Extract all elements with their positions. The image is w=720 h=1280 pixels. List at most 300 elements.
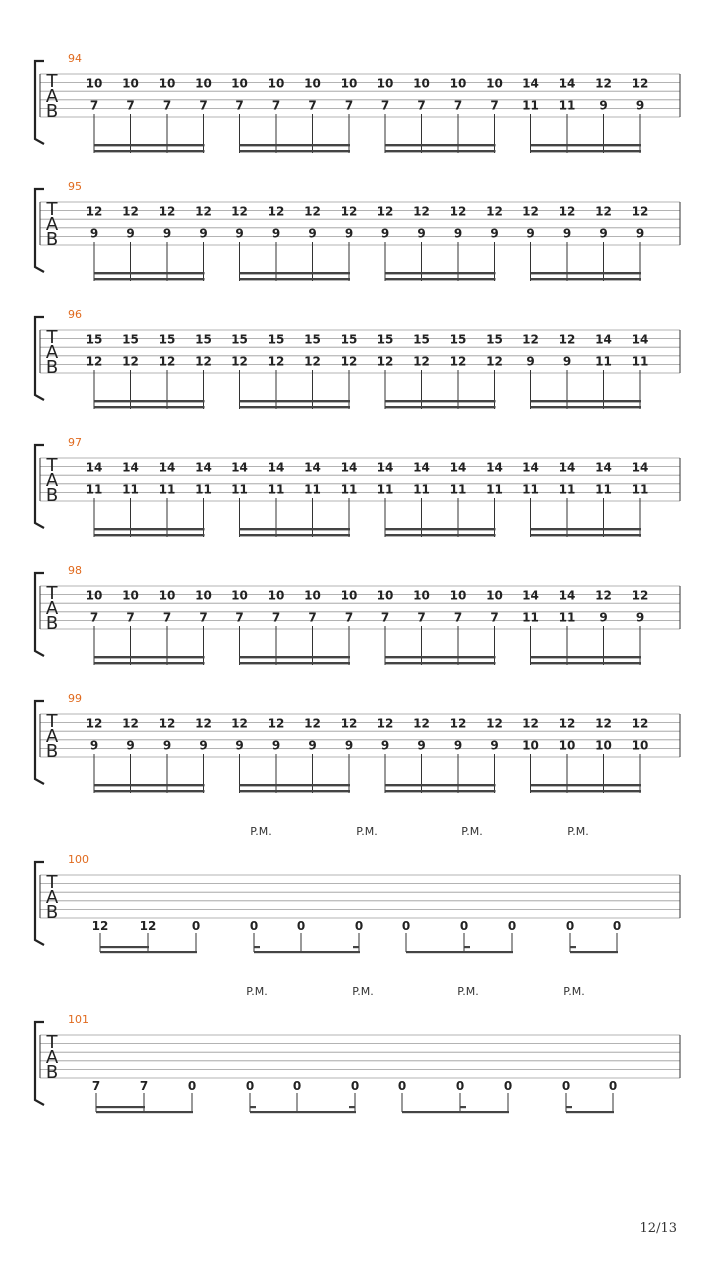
- fret-number: 10: [449, 76, 467, 91]
- fret-number: 7: [91, 1079, 101, 1093]
- beam: [385, 662, 496, 664]
- fret-number: 11: [340, 482, 358, 497]
- beam-stub: [570, 946, 576, 948]
- fret-number: 15: [413, 332, 430, 347]
- beam: [385, 150, 496, 152]
- beam: [385, 406, 496, 408]
- fret-number: 7: [344, 610, 354, 625]
- fret-number: 10: [486, 588, 503, 603]
- fret-number: 12: [304, 716, 321, 731]
- fret-number: 10: [413, 76, 430, 91]
- fret-number: 7: [380, 610, 390, 625]
- fret-number: 10: [631, 738, 649, 753]
- palm-mute-label: P.M.: [250, 825, 272, 838]
- fret-number: 7: [453, 98, 463, 113]
- fret-number: 14: [413, 460, 430, 475]
- fret-number: 15: [267, 332, 285, 347]
- fret-number: 14: [449, 460, 467, 475]
- measure-number: 98: [68, 564, 82, 577]
- fret-number: 9: [380, 226, 390, 241]
- fret-number: 11: [85, 482, 103, 497]
- fret-number: 12: [158, 716, 176, 731]
- fret-number: 11: [558, 98, 576, 113]
- fret-number: 12: [267, 204, 285, 219]
- beam-stub: [250, 1106, 256, 1108]
- fret-number: 9: [344, 738, 354, 753]
- fret-number: 12: [376, 204, 394, 219]
- fret-number: 12: [413, 716, 430, 731]
- measure-number: 100: [68, 853, 89, 866]
- beam: [240, 406, 351, 408]
- fret-number: 10: [340, 588, 358, 603]
- fret-number: 7: [453, 610, 463, 625]
- fret-number: 14: [122, 460, 139, 475]
- fret-number: 12: [231, 716, 248, 731]
- fret-number: 10: [413, 588, 430, 603]
- fret-number: 15: [122, 332, 139, 347]
- tab-clef-letter: B: [45, 613, 59, 634]
- fret-number: 7: [162, 98, 172, 113]
- measure-number: 95: [68, 180, 82, 193]
- beam: [531, 784, 642, 786]
- beam: [240, 784, 351, 786]
- fret-number: 0: [397, 1079, 407, 1093]
- beam: [240, 272, 351, 274]
- fret-number: 12: [631, 716, 649, 731]
- beam: [94, 534, 205, 536]
- fret-number: 10: [304, 588, 321, 603]
- fret-number: 14: [595, 332, 612, 347]
- fret-number: 11: [631, 482, 649, 497]
- fret-number: 12: [267, 354, 285, 369]
- fret-number: 9: [126, 226, 135, 241]
- beam: [94, 150, 205, 152]
- fret-number: 12: [522, 332, 539, 347]
- beam: [402, 1111, 509, 1113]
- beam: [531, 662, 642, 664]
- beam: [531, 790, 642, 792]
- beam: [406, 951, 513, 953]
- fret-number: 15: [376, 332, 394, 347]
- fret-number: 0: [459, 919, 469, 933]
- fret-number: 14: [631, 460, 649, 475]
- fret-number: 12: [85, 354, 103, 369]
- tab-clef-letter: B: [45, 741, 59, 762]
- beam: [531, 528, 642, 530]
- beam: [100, 946, 149, 948]
- beam: [94, 790, 205, 792]
- fret-number: 0: [561, 1079, 571, 1093]
- fret-number: 12: [340, 354, 358, 369]
- beam: [240, 662, 351, 664]
- fret-number: 11: [413, 482, 430, 497]
- beam: [531, 144, 642, 146]
- tab-clef-letter: B: [45, 485, 59, 506]
- fret-number: 11: [558, 610, 576, 625]
- fret-number: 9: [199, 738, 208, 753]
- fret-number: 9: [308, 226, 317, 241]
- fret-number: 7: [89, 610, 99, 625]
- beam: [94, 272, 205, 274]
- tab-clef-letter: T: [46, 872, 58, 893]
- fret-number: 9: [89, 226, 99, 241]
- fret-number: 11: [231, 482, 248, 497]
- fret-number: 10: [595, 738, 612, 753]
- fret-number: 10: [376, 588, 394, 603]
- fret-number: 0: [354, 919, 364, 933]
- measure-number: 97: [68, 436, 82, 449]
- fret-number: 9: [599, 98, 608, 113]
- fret-number: 7: [308, 610, 317, 625]
- tab-clef-letter: B: [45, 1062, 59, 1083]
- fret-number: 15: [231, 332, 248, 347]
- fret-number: 9: [235, 226, 244, 241]
- beam: [566, 1111, 614, 1113]
- beam: [240, 150, 351, 152]
- tab-system: [35, 180, 680, 281]
- fret-number: 9: [380, 738, 390, 753]
- fret-number: 11: [631, 354, 649, 369]
- fret-number: 10: [195, 588, 212, 603]
- beam: [531, 406, 642, 408]
- fret-number: 12: [631, 588, 649, 603]
- page-number: 12/13: [639, 1221, 677, 1236]
- fret-number: 7: [271, 98, 281, 113]
- fret-number: 10: [340, 76, 358, 91]
- fret-number: 14: [267, 460, 285, 475]
- beam: [385, 144, 496, 146]
- palm-mute-label: P.M.: [563, 985, 585, 998]
- fret-number: 14: [304, 460, 321, 475]
- beam: [94, 278, 205, 280]
- fret-number: 9: [635, 610, 645, 625]
- beam: [531, 534, 642, 536]
- fret-number: 12: [449, 204, 467, 219]
- beam: [531, 656, 642, 658]
- beam: [240, 656, 351, 658]
- tab-clef-letter: T: [46, 583, 58, 604]
- fret-number: 12: [631, 204, 649, 219]
- beam: [531, 278, 642, 280]
- fret-number: 15: [449, 332, 467, 347]
- fret-number: 15: [158, 332, 176, 347]
- fret-number: 11: [267, 482, 285, 497]
- fret-number: 11: [522, 610, 539, 625]
- fret-number: 11: [195, 482, 212, 497]
- fret-number: 9: [453, 738, 463, 753]
- fret-number: 12: [304, 354, 321, 369]
- fret-number: 14: [231, 460, 248, 475]
- fret-number: 12: [122, 204, 139, 219]
- fret-number: 12: [195, 204, 212, 219]
- beam: [240, 144, 351, 146]
- fret-number: 12: [340, 204, 358, 219]
- fret-number: 10: [85, 588, 103, 603]
- beam: [385, 790, 496, 792]
- beam: [94, 406, 205, 408]
- fret-number: 12: [558, 332, 576, 347]
- tab-system: [35, 564, 680, 665]
- fret-number: 12: [449, 354, 467, 369]
- fret-number: 9: [162, 226, 172, 241]
- fret-number: 10: [122, 588, 139, 603]
- fret-number: 0: [507, 919, 517, 933]
- beam: [385, 400, 496, 402]
- fret-number: 9: [599, 226, 608, 241]
- fret-number: 12: [595, 716, 612, 731]
- fret-number: 7: [380, 98, 390, 113]
- beam-stub: [566, 1106, 572, 1108]
- fret-number: 12: [267, 716, 285, 731]
- fret-number: 14: [486, 460, 503, 475]
- fret-number: 14: [522, 76, 539, 91]
- tab-clef-letter: B: [45, 902, 59, 923]
- fret-number: 9: [490, 226, 499, 241]
- fret-number: 14: [558, 76, 576, 91]
- beam: [385, 528, 496, 530]
- fret-number: 12: [376, 354, 394, 369]
- fret-number: 9: [599, 610, 608, 625]
- fret-number: 10: [158, 76, 176, 91]
- tab-clef-letter: A: [45, 598, 59, 619]
- fret-number: 9: [635, 226, 645, 241]
- beam-stub: [460, 1106, 466, 1108]
- fret-number: 7: [162, 610, 172, 625]
- beam: [94, 784, 205, 786]
- fret-number: 12: [122, 354, 139, 369]
- fret-number: 0: [401, 919, 411, 933]
- fret-number: 9: [308, 738, 317, 753]
- fret-number: 7: [344, 98, 354, 113]
- fret-number: 9: [417, 738, 426, 753]
- fret-number: 15: [85, 332, 103, 347]
- fret-number: 7: [235, 610, 244, 625]
- fret-number: 12: [340, 716, 358, 731]
- fret-number: 10: [522, 738, 539, 753]
- tab-system: [35, 692, 680, 793]
- fret-number: 7: [271, 610, 281, 625]
- fret-number: 14: [522, 588, 539, 603]
- beam: [94, 528, 205, 530]
- fret-number: 7: [126, 610, 135, 625]
- tab-clef-letter: A: [45, 726, 59, 747]
- fret-number: 0: [249, 919, 259, 933]
- fret-number: 12: [85, 204, 103, 219]
- fret-number: 9: [162, 738, 172, 753]
- fret-number: 14: [558, 460, 576, 475]
- tab-clef-letter: T: [46, 455, 58, 476]
- fret-number: 15: [486, 332, 503, 347]
- fret-number: 0: [612, 919, 622, 933]
- measure-number: 96: [68, 308, 82, 321]
- beam: [96, 1106, 145, 1108]
- fret-number: 10: [267, 588, 285, 603]
- fret-number: 11: [595, 482, 612, 497]
- tab-clef-letter: A: [45, 86, 59, 107]
- fret-number: 12: [158, 354, 176, 369]
- fret-number: 9: [235, 738, 244, 753]
- fret-number: 15: [195, 332, 212, 347]
- fret-number: 12: [486, 354, 503, 369]
- fret-number: 14: [195, 460, 212, 475]
- beam: [240, 278, 351, 280]
- fret-number: 11: [304, 482, 321, 497]
- fret-number: 12: [631, 76, 649, 91]
- fret-number: 9: [344, 226, 354, 241]
- fret-number: 12: [122, 716, 139, 731]
- tab-system: [35, 985, 680, 1113]
- tab-clef-letter: A: [45, 342, 59, 363]
- beam: [96, 1111, 193, 1113]
- fret-number: 7: [235, 98, 244, 113]
- fret-number: 11: [376, 482, 394, 497]
- fret-number: 0: [187, 1079, 197, 1093]
- fret-number: 10: [231, 588, 248, 603]
- tab-clef-letter: A: [45, 470, 59, 491]
- fret-number: 14: [595, 460, 612, 475]
- fret-number: 9: [562, 226, 572, 241]
- fret-number: 0: [296, 919, 306, 933]
- beam: [385, 272, 496, 274]
- fret-number: 12: [413, 354, 430, 369]
- fret-number: 12: [231, 204, 248, 219]
- fret-number: 11: [595, 354, 612, 369]
- tab-clef-letter: A: [45, 1047, 59, 1068]
- fret-number: 12: [522, 716, 539, 731]
- tab-system: [35, 308, 680, 409]
- fret-number: 9: [526, 354, 535, 369]
- fret-number: 11: [449, 482, 467, 497]
- fret-number: 14: [631, 332, 649, 347]
- fret-number: 12: [158, 204, 176, 219]
- fret-number: 10: [231, 76, 248, 91]
- fret-number: 12: [558, 716, 576, 731]
- fret-number: 7: [126, 98, 135, 113]
- beam: [94, 144, 205, 146]
- beam: [240, 400, 351, 402]
- fret-number: 10: [449, 588, 467, 603]
- fret-number: 12: [376, 716, 394, 731]
- fret-number: 10: [486, 76, 503, 91]
- fret-number: 9: [635, 98, 645, 113]
- tab-system: [35, 52, 680, 153]
- fret-number: 12: [558, 204, 576, 219]
- fret-number: 11: [486, 482, 503, 497]
- fret-number: 10: [195, 76, 212, 91]
- tab-system: [35, 825, 680, 953]
- beam: [385, 656, 496, 658]
- fret-number: 0: [565, 919, 575, 933]
- beam: [240, 534, 351, 536]
- fret-number: 11: [522, 482, 539, 497]
- fret-number: 9: [199, 226, 208, 241]
- fret-number: 12: [195, 354, 212, 369]
- fret-number: 7: [417, 610, 426, 625]
- fret-number: 7: [490, 98, 499, 113]
- beam: [250, 1111, 356, 1113]
- beam: [254, 951, 360, 953]
- fret-number: 7: [417, 98, 426, 113]
- tab-clef-letter: A: [45, 887, 59, 908]
- fret-number: 9: [417, 226, 426, 241]
- fret-number: 12: [139, 919, 157, 933]
- fret-number: 9: [526, 226, 535, 241]
- tab-clef-letter: T: [46, 1032, 58, 1053]
- fret-number: 12: [522, 204, 539, 219]
- beam: [240, 528, 351, 530]
- fret-number: 12: [486, 716, 503, 731]
- tab-clef-letter: B: [45, 229, 59, 250]
- fret-number: 11: [558, 482, 576, 497]
- fret-number: 14: [376, 460, 394, 475]
- beam: [531, 272, 642, 274]
- fret-number: 7: [199, 98, 208, 113]
- fret-number: 7: [139, 1079, 149, 1093]
- fret-number: 12: [231, 354, 248, 369]
- tab-clef-letter: T: [46, 327, 58, 348]
- fret-number: 0: [455, 1079, 465, 1093]
- measure-number: 94: [68, 52, 82, 65]
- fret-number: 11: [158, 482, 176, 497]
- fret-number: 7: [89, 98, 99, 113]
- fret-number: 10: [122, 76, 139, 91]
- fret-number: 10: [267, 76, 285, 91]
- fret-number: 12: [91, 919, 109, 933]
- fret-number: 7: [199, 610, 208, 625]
- beam-stub: [349, 1106, 355, 1108]
- fret-number: 0: [191, 919, 201, 933]
- fret-number: 9: [453, 226, 463, 241]
- beam: [385, 534, 496, 536]
- fret-number: 14: [522, 460, 539, 475]
- fret-number: 0: [245, 1079, 255, 1093]
- beam: [94, 656, 205, 658]
- tab-clef-letter: B: [45, 357, 59, 378]
- measure-number: 101: [68, 1013, 89, 1026]
- tab-clef-letter: A: [45, 214, 59, 235]
- tab-clef-letter: B: [45, 101, 59, 122]
- fret-number: 15: [304, 332, 321, 347]
- fret-number: 12: [413, 204, 430, 219]
- palm-mute-label: P.M.: [457, 985, 479, 998]
- fret-number: 10: [85, 76, 103, 91]
- beam-stub: [254, 946, 260, 948]
- fret-number: 12: [595, 204, 612, 219]
- fret-number: 9: [89, 738, 99, 753]
- fret-number: 12: [486, 204, 503, 219]
- beam: [385, 278, 496, 280]
- fret-number: 14: [85, 460, 103, 475]
- fret-number: 10: [558, 738, 576, 753]
- fret-number: 7: [308, 98, 317, 113]
- fret-number: 9: [271, 738, 281, 753]
- fret-number: 14: [158, 460, 176, 475]
- fret-number: 12: [85, 716, 103, 731]
- beam: [531, 400, 642, 402]
- fret-number: 9: [271, 226, 281, 241]
- fret-number: 9: [126, 738, 135, 753]
- fret-number: 0: [292, 1079, 302, 1093]
- tab-clef-letter: T: [46, 199, 58, 220]
- beam: [385, 784, 496, 786]
- fret-number: 12: [195, 716, 212, 731]
- palm-mute-label: P.M.: [356, 825, 378, 838]
- fret-number: 9: [562, 354, 572, 369]
- beam-stub: [464, 946, 470, 948]
- fret-number: 0: [608, 1079, 618, 1093]
- beam: [570, 951, 618, 953]
- tab-clef-letter: T: [46, 711, 58, 732]
